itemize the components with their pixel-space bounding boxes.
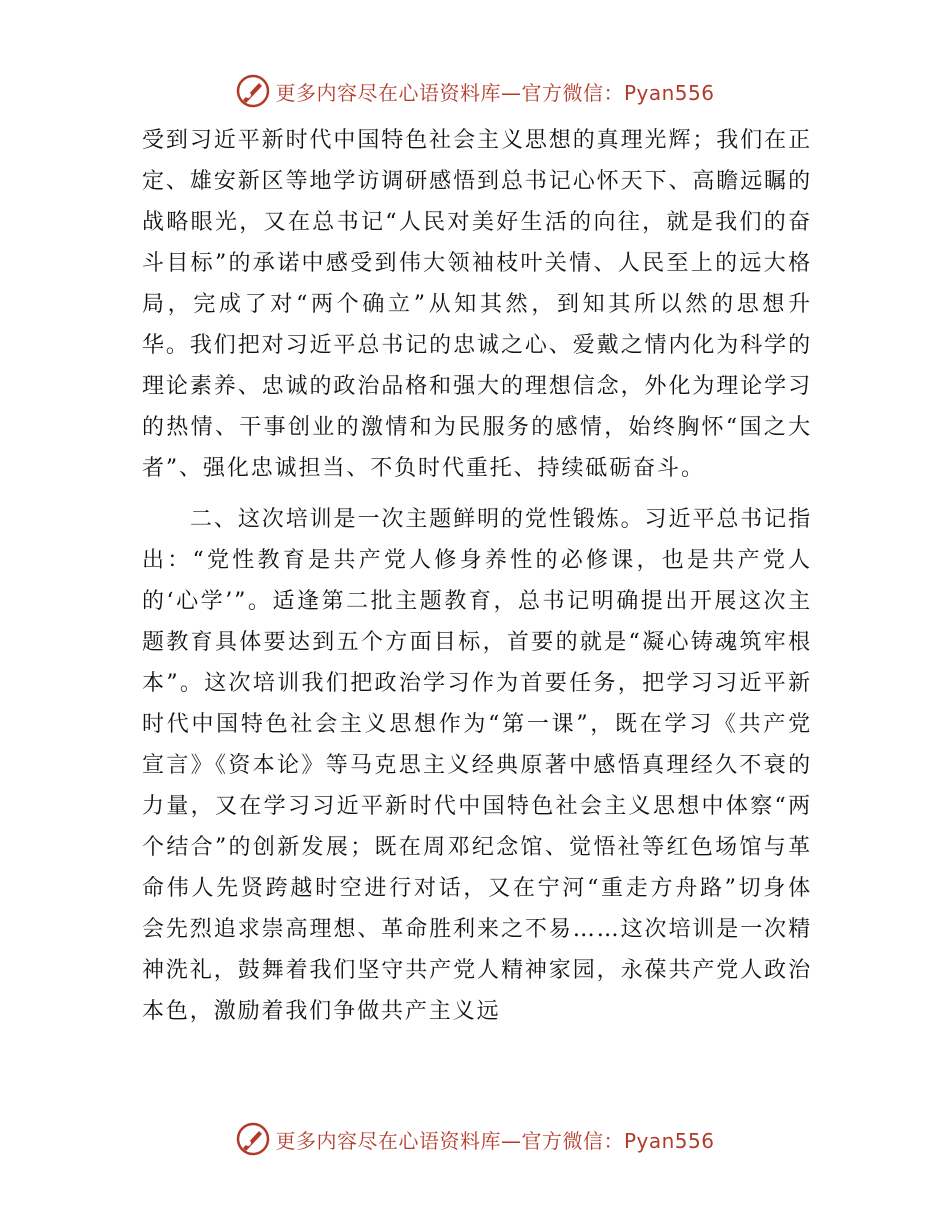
footer-banner	[0, 1118, 950, 1160]
footer-banner-text: 更多内容尽在心语资料库—官方微信：Pyan556	[275, 1128, 715, 1153]
document-body	[142, 120, 812, 1032]
paragraph-continued: 受到习近平新时代中国特色社会主义思想的真理光辉；我们在正定、雄安新区等地学访调研感悟到总书记心怀天下、高瞻远瞩的战略眼光，又在总书记“人民对美好生活的向往，就是我们的奋斗目标”的承诺中感受到伟大领袖枝叶关情、人民至上的远大格局，完成了对“两个确立”从知其然，到知其所以然的思想升华。我们把对习近平总书记的忠诚之心、爱戴之情内化为科学的理论素养、忠诚的政治品格和强大的理想信念，外化为理论学习的热情、干事创业的激情和为民服务的感情，始终胸怀“国之大者”、强化忠诚担当、不负时代重托、持续砥砺奋斗。	[142, 128, 812, 481]
header-banner	[0, 70, 950, 112]
pen-circle-logo-icon	[235, 1121, 271, 1157]
header-banner-text: 更多内容尽在心语资料库—官方微信：Pyan556	[275, 80, 715, 105]
pen-circle-logo-icon	[235, 73, 271, 109]
paragraph-section-two: 二、这次培训是一次主题鲜明的党性锻炼。习近平总书记指出：“党性教育是共产党人修身养性的必修课，也是共产党人的‘心学’”。适逢第二批主题教育，总书记明确提出开展这次主题教育具体要达到五个方面目标，首要的就是“凝心铸魂筑牢根本”。这次培训我们把政治学习作为首要任务，把学习习近平新时代中国特色社会主义思想作为“第一课”，既在学习《共产党宣言》《资本论》等马克思主义经典原著中感悟真理经久不衰的力量，又在学习习近平新时代中国特色社会主义思想中体察“两个结合”的创新发展；既在周邓纪念馆、觉悟社等红色场馆与革命伟人先贤跨越时空进行对话，又在宁河“重走方舟路”切身体会先烈追求崇高理想、革命胜利来之不易……这次培训是一次精神洗礼，鼓舞着我们坚守共产党人精神家园，永葆共产党人政治本色，激励着我们争做共产主义远	[142, 507, 812, 1024]
